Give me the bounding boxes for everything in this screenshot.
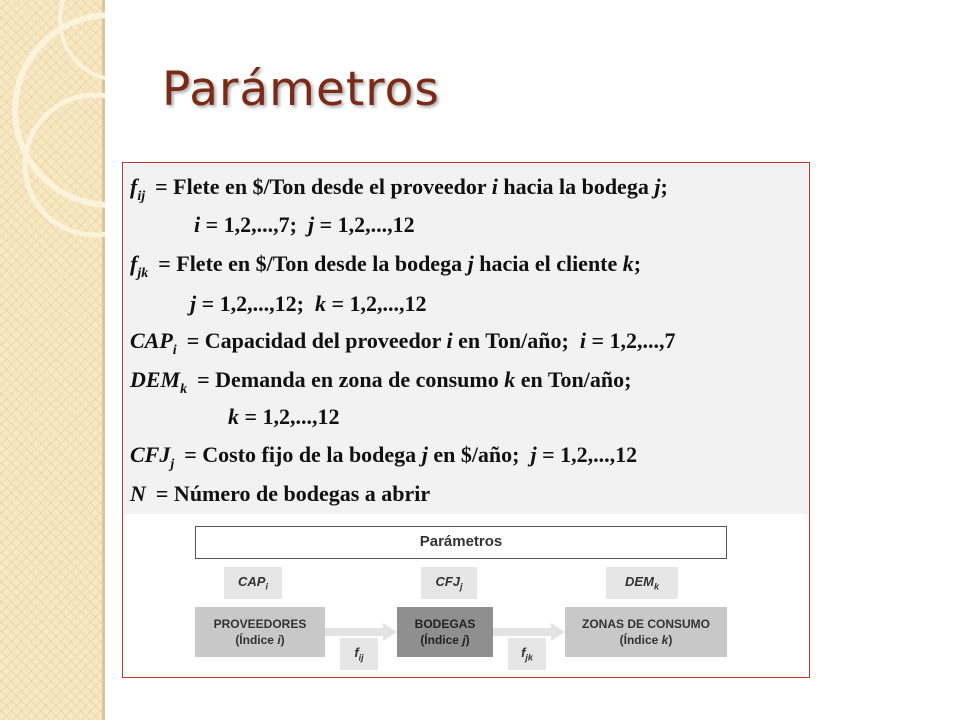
- parameter-definitions: [124, 164, 808, 514]
- label-flow-fjk: $f_{jk}$: [508, 638, 546, 670]
- symbol: f: [130, 251, 138, 276]
- entity-zonas-title: ZONAS DE CONSUMO: [581, 617, 710, 631]
- entity-proveedores-index: (Índice i): [235, 633, 285, 647]
- label-dem-sub: k: [653, 581, 659, 592]
- entity-proveedores: [195, 607, 325, 657]
- decorative-swirls: [0, 0, 105, 720]
- entity-bodegas-title: BODEGAS: [414, 617, 476, 631]
- definition-fij: [130, 174, 668, 204]
- label-dem-text: DEM: [625, 574, 654, 589]
- slide-title: Parámetros: [162, 62, 440, 117]
- definition-dem-range: [228, 404, 340, 430]
- definition-text: j = 1,2,...,12; k = 1,2,...,12: [190, 291, 427, 316]
- entity-bodegas: [397, 607, 493, 657]
- definition-cap: [130, 328, 676, 358]
- definition-text: = Flete en $/Ton desde el proveedor i hacia la bodega j;: [155, 174, 668, 199]
- definition-text: i = 1,2,...,7; j = 1,2,...,12: [194, 212, 415, 237]
- label-dem: [606, 567, 678, 599]
- label-cfj-sub: j: [460, 581, 463, 592]
- symbol-subscript: ij: [137, 189, 146, 204]
- parameters-diagram: [124, 515, 808, 677]
- definition-text: = Número de bodegas a abrir: [155, 481, 431, 506]
- label-flow-fij: $f_{ij}$: [340, 638, 378, 670]
- symbol-subscript: k: [180, 382, 188, 397]
- content-frame: [122, 162, 810, 678]
- definition-text: = Capacidad del proveedor i en Ton/año; i = 1,2,...,7: [186, 328, 676, 353]
- definition-cfj: [130, 442, 638, 472]
- symbol: CAP: [130, 328, 173, 353]
- entity-zonas-index: (Índice k): [619, 633, 673, 647]
- symbol-subscript: i: [172, 343, 177, 358]
- diagram-header: Parámetros: [195, 526, 727, 559]
- definition-dem: [130, 367, 632, 397]
- definition-n: [130, 481, 430, 507]
- decorative-side-strip: [0, 0, 105, 720]
- definition-fjk: [130, 251, 642, 281]
- symbol-subscript: j: [170, 457, 175, 472]
- definition-text: k = 1,2,...,12: [228, 404, 340, 429]
- label-cfj-text: CFJ: [435, 574, 461, 589]
- symbol-subscript: jk: [137, 266, 149, 281]
- symbol: N: [130, 481, 146, 506]
- definition-text: = Flete en $/Ton desde la bodega j hacia el cliente k;: [158, 251, 642, 276]
- entity-zonas-consumo: [565, 607, 727, 657]
- symbol: DEM: [130, 367, 181, 392]
- label-cfj: [421, 567, 477, 599]
- definition-fij-range: [194, 212, 415, 238]
- entity-bodegas-index: (Índice j): [420, 633, 470, 647]
- definition-fjk-range: [190, 291, 427, 317]
- definition-text: = Demanda en zona de consumo k en Ton/año;: [197, 367, 632, 392]
- definition-text: = Costo fijo de la bodega j en $/año; j = 1,2,...,12: [184, 442, 638, 467]
- symbol: CFJ: [130, 442, 171, 467]
- label-cap-sub: i: [265, 581, 268, 592]
- entity-proveedores-title: PROVEEDORES: [213, 617, 307, 631]
- symbol: f: [130, 174, 138, 199]
- label-cap-text: CAP: [238, 574, 266, 589]
- label-cap: [224, 567, 282, 599]
